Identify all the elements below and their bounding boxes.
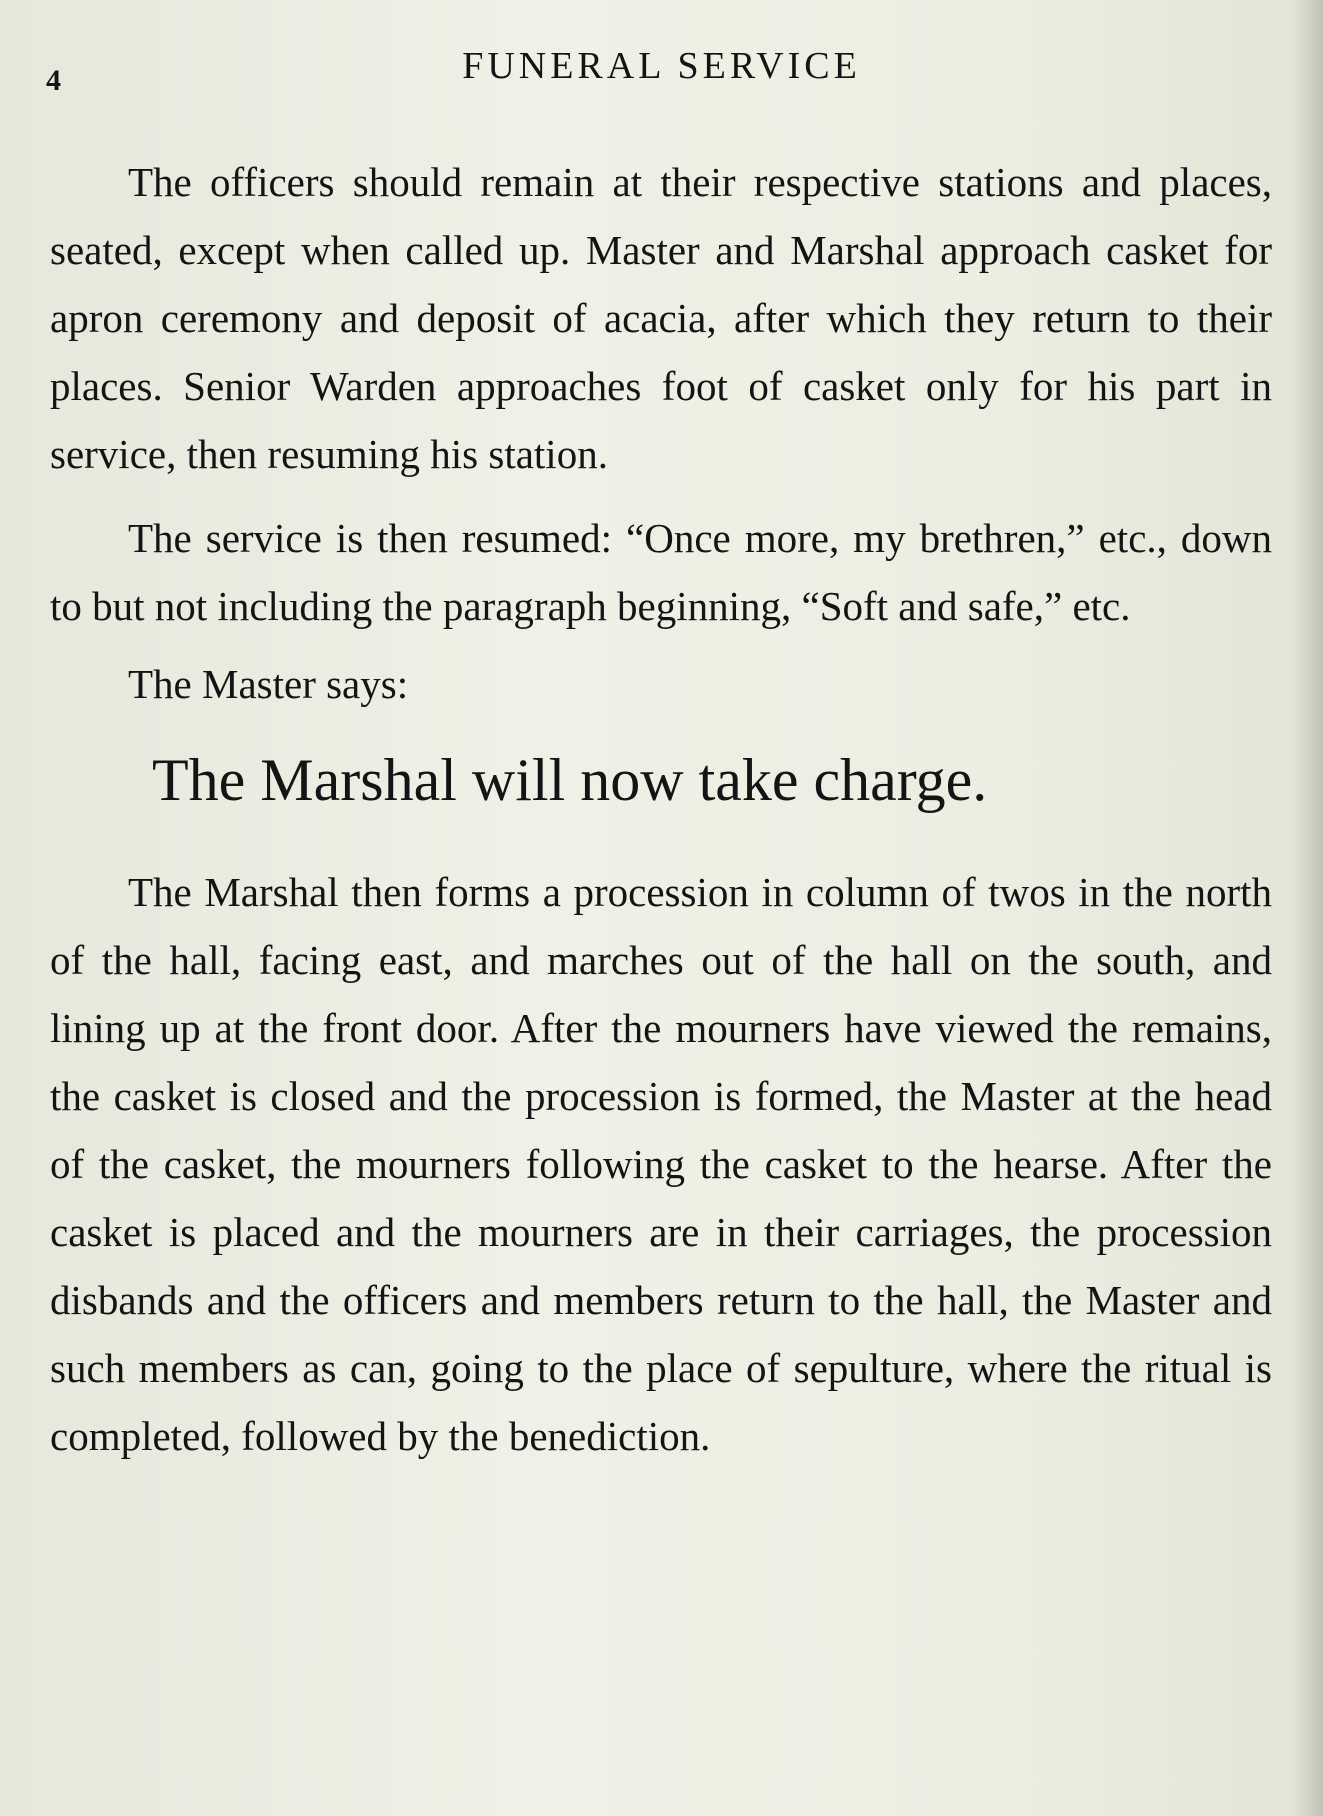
running-title: FUNERAL SERVICE [462, 45, 861, 87]
page-body [50, 148, 1272, 1470]
page-edge-shadow [1293, 0, 1323, 1816]
page-number: 4 [46, 64, 61, 97]
ritual-line-marshal-charge: The Marshal will now take charge. [152, 747, 988, 813]
paragraph-master-says: The Master says: [128, 661, 409, 707]
paragraph-officers-stations: The officers should remain at their respective stations and places, seated, except when called up. Master and Marshal approach casket for apron ceremony and deposit of acacia, after which they return to their places. Senior Warden approaches foot of casket only for his part in service, then resuming his station. [50, 159, 1272, 477]
paragraph-service-resumed: The service is then resumed: “Once more, my brethren,” etc., down to but not including the paragraph beginning, “Soft and safe,” etc. [50, 515, 1272, 629]
paragraph-procession: The Marshal then forms a procession in column of twos in the north of the hall, facing east, and marches out of the hall on the south, and lining up at the front door. After the mourners have viewed the remains, the casket is closed and the procession is formed, the Master at the head of the casket, the mourners following the casket to the hearse. After the casket is placed and the mourners are in their carriages, the procession disbands and the officers and members return to the hall, the Master and such members as can, going to the place of sepulture, where the ritual is completed, followed by the benediction. [50, 869, 1272, 1459]
running-head [0, 44, 1323, 97]
